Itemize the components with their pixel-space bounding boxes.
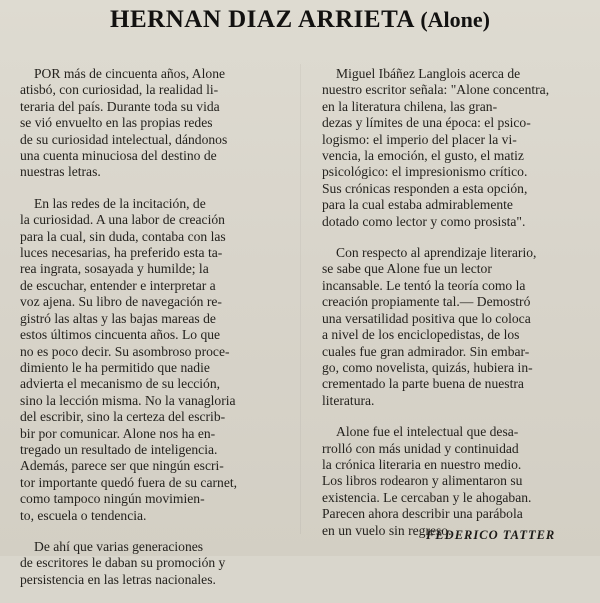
text-line: en la literatura chilena, las gran- <box>322 98 498 114</box>
text-line: existencia. Le cercaban y le ahogaban. <box>322 489 532 505</box>
text-line: POR más de cincuenta años, Alone <box>34 66 226 81</box>
text-line: no es poco decir. Su asombroso proce- <box>20 343 230 359</box>
text-line: se sabe que Alone fue un lector <box>322 261 492 277</box>
text-line: tregado un resultado de inteligencia. <box>20 441 218 457</box>
text-line: como tampoco ningún movimien- <box>20 491 205 507</box>
text-line: de su curiosidad intelectual, dándonos <box>20 131 228 147</box>
article-paragraph <box>322 424 588 539</box>
article-paragraph <box>322 66 588 230</box>
text-line: del escribir, sino la certeza del escrib- <box>20 409 226 425</box>
text-line: De ahí que varias generaciones <box>34 538 204 554</box>
text-line: creación propiamente tal.— Demostró <box>322 294 531 310</box>
text-line: para la cual estaba admirablemente <box>322 197 513 213</box>
text-line: luces necesarias, ha preferido esta ta- <box>20 245 223 261</box>
text-line: tor importante quedó fuera de su carnet, <box>20 474 238 490</box>
text-line: la curiosidad. A una labor de creación <box>20 212 225 228</box>
text-line: bir por comunicar. Alone nos ha en- <box>20 425 216 441</box>
text-line: dimiento le ha permitido que nadie <box>20 359 210 375</box>
text-line: go, como novelista, quizás, hubiera in- <box>322 359 533 375</box>
text-line: la crónica literaria en nuestro medio. <box>322 456 522 472</box>
text-line: literatura. <box>322 392 375 408</box>
text-line: teraria del país. Durante toda su vida <box>20 98 220 114</box>
article-paragraph <box>20 66 288 181</box>
text-line: logismo: el imperio del placer la vi- <box>322 131 517 147</box>
article-title <box>0 6 600 34</box>
text-line: psicológico: el impresionismo crítico. <box>322 164 528 180</box>
author-signature: FEDERICO TATTER <box>426 528 556 542</box>
text-line: rrolló con más unidad y continuidad <box>322 440 519 456</box>
text-line: Los libros rodearon y alimentaron su <box>322 473 523 489</box>
text-line: crementado la parte buena de nuestra <box>322 376 524 392</box>
text-line: a nivel de los enciclopedistas, de los <box>322 327 520 343</box>
text-line: to, escuela o tendencia. <box>20 507 147 523</box>
text-line: se vió envuelto en las propias redes <box>20 115 213 131</box>
text-line: Parecen ahora describir una parábola <box>322 506 523 522</box>
title-name: HERNAN DIAZ ARRIETA <box>110 6 414 33</box>
text-line: voz ajena. Su libro de navegación re- <box>20 294 222 310</box>
text-line: rea ingrata, sosayada y humilde; la <box>20 261 209 277</box>
text-line: nuestro escritor señala: "Alone concentra, <box>322 82 550 98</box>
text-line: una cuenta minuciosa del destino de <box>20 148 217 164</box>
text-line: atisbó, con curiosidad, la realidad li- <box>20 82 219 98</box>
text-line: persistencia en las letras nacionales. <box>20 571 216 587</box>
text-line: Alone fue el intelectual que desa- <box>336 424 519 440</box>
text-line: Con respecto al aprendizaje literario, <box>336 245 537 261</box>
text-line: en un vuelo sin regreso. <box>322 522 452 538</box>
text-line: incansable. Le tentó la teoría como la <box>322 277 526 293</box>
article-paragraph <box>20 196 288 524</box>
text-line: cuales fue gran admirador. Sin embar- <box>322 343 530 359</box>
left-column <box>20 66 288 603</box>
text-line: dezas y límites de una época: el psico- <box>322 115 531 131</box>
article-paragraph <box>322 245 588 409</box>
text-line: En las redes de la incitación, de <box>34 195 206 211</box>
text-line: vencia, la emoción, el gusto, el matiz <box>322 148 524 164</box>
right-column <box>322 66 588 554</box>
text-line: Sus crónicas responden a esta opción, <box>322 180 528 196</box>
column-divider <box>300 64 301 534</box>
text-line: una versatilidad positiva que lo coloca <box>322 310 531 326</box>
text-line: estos últimos cincuenta años. Lo que <box>20 327 221 343</box>
text-line: para la cual, sin duda, contaba con las <box>20 228 226 244</box>
text-line: de escuchar, entender e interpretar a <box>20 277 216 293</box>
text-line: dotado como lector y como prosista". <box>322 213 526 229</box>
text-line: advierta el mecanismo de su lección, <box>20 376 221 392</box>
text-line: gistró las altas y las bajas mareas de <box>20 310 216 326</box>
text-line: Miguel Ibáñez Langlois acerca de <box>336 66 521 81</box>
text-line: nuestras letras. <box>20 164 101 180</box>
text-line: sino la lección misma. No la vanagloria <box>20 392 236 408</box>
text-line: de escritores le daban su promoción y <box>20 555 226 571</box>
title-alias: (Alone) <box>420 7 490 32</box>
text-line: Además, parece ser que ningún escri- <box>20 458 224 474</box>
article-paragraph <box>20 539 288 588</box>
